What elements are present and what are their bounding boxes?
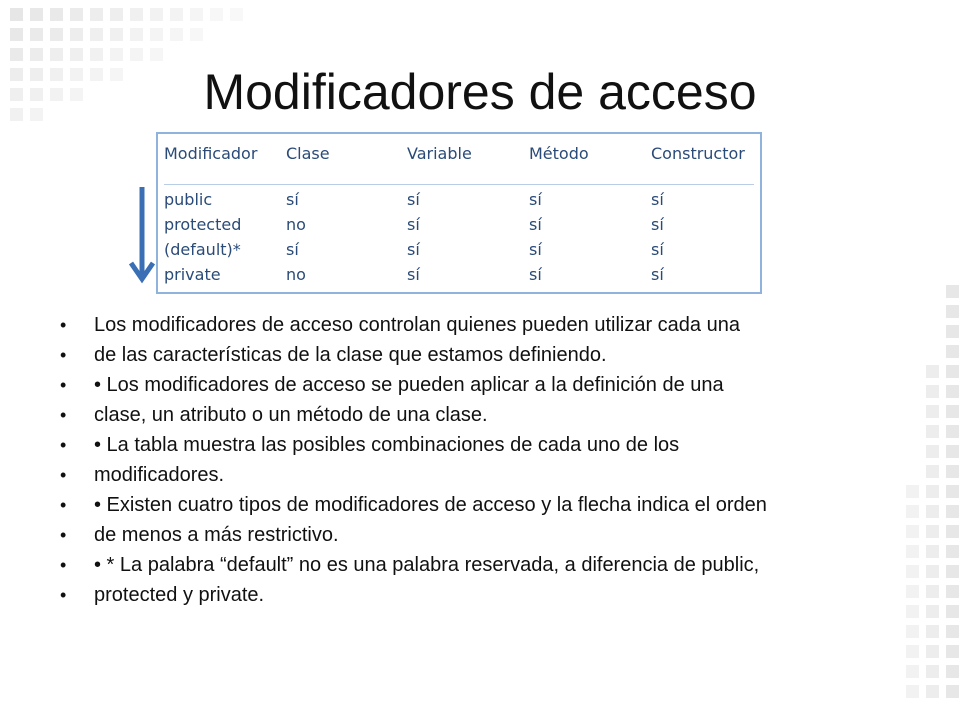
arrow-down-icon <box>127 185 157 285</box>
table-header-divider <box>164 184 754 185</box>
slide-title: Modificadores de acceso <box>203 64 757 120</box>
table-cell: sí <box>407 215 420 234</box>
bullet-text: • La tabla muestra las posibles combinaciones de cada uno de los <box>94 434 680 456</box>
bullet-item <box>60 495 920 516</box>
bullet-dot-icon: • <box>60 465 67 485</box>
bullet-text: • Los modificadores de acceso se pueden aplicar a la definición de una <box>94 374 724 396</box>
table-cell: sí <box>407 240 420 259</box>
bullet-item <box>60 435 920 456</box>
bullet-item <box>60 585 920 606</box>
table-cell: no <box>286 265 306 284</box>
table-cell: sí <box>529 265 542 284</box>
table-cell: sí <box>651 215 664 234</box>
bullet-text: • Existen cuatro tipos de modificadores de acceso y la flecha indica el orden <box>94 494 767 516</box>
bullet-dot-icon: • <box>60 315 67 335</box>
bullet-item <box>60 345 920 366</box>
table-cell: no <box>286 215 306 234</box>
table-cell: sí <box>286 240 299 259</box>
table-cell: sí <box>529 240 542 259</box>
bullet-item <box>60 555 920 576</box>
bullet-item <box>60 375 920 396</box>
bullet-list <box>60 315 920 615</box>
bullet-dot-icon: • <box>60 525 67 545</box>
table-cell: sí <box>286 190 299 209</box>
bullet-dot-icon: • <box>60 495 67 515</box>
bullet-text: Los modificadores de acceso controlan quienes pueden utilizar cada una <box>94 314 740 336</box>
table-cell: sí <box>407 190 420 209</box>
table-cell: private <box>164 265 221 284</box>
table-cell: sí <box>651 190 664 209</box>
table-header-cell: Método <box>529 144 589 163</box>
bullet-text: de las características de la clase que estamos definiendo. <box>94 344 607 366</box>
bullet-text: de menos a más restrictivo. <box>94 524 339 546</box>
bullet-dot-icon: • <box>60 405 67 425</box>
table-header-cell: Modificador <box>164 144 258 163</box>
bullet-text: protected y private. <box>94 584 265 606</box>
table-header-cell: Clase <box>286 144 330 163</box>
bullet-item <box>60 405 920 426</box>
table-cell: sí <box>651 265 664 284</box>
table-cell: sí <box>407 265 420 284</box>
table-header-cell: Variable <box>407 144 472 163</box>
bullet-item <box>60 315 920 336</box>
table-cell: protected <box>164 215 242 234</box>
bullet-dot-icon: • <box>60 435 67 455</box>
bullet-dot-icon: • <box>60 375 67 395</box>
table-cell: (default)* <box>164 240 241 259</box>
bullet-dot-icon: • <box>60 585 67 605</box>
table-cell: public <box>164 190 213 209</box>
bullet-dot-icon: • <box>60 345 67 365</box>
bullet-item <box>60 525 920 546</box>
table-cell: sí <box>529 215 542 234</box>
access-modifiers-table <box>156 132 762 294</box>
table-header-cell: Constructor <box>651 144 745 163</box>
bullet-item <box>60 465 920 486</box>
table-cell: sí <box>651 240 664 259</box>
table-cell: sí <box>529 190 542 209</box>
bullet-dot-icon: • <box>60 555 67 575</box>
bullet-text: modificadores. <box>94 464 225 486</box>
bullet-text: • * La palabra “default” no es una palabra reservada, a diferencia de public, <box>94 554 760 576</box>
bullet-text: clase, un atributo o un método de una clase. <box>94 404 488 426</box>
